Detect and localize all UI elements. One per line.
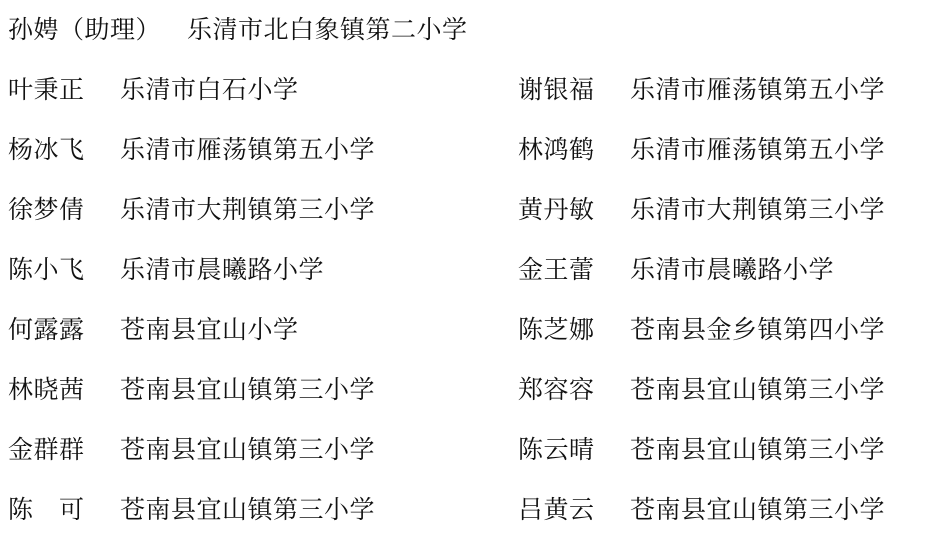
school-name: 乐清市白石小学	[120, 75, 299, 104]
person-name: 何露露	[8, 315, 85, 344]
school-name: 苍南县宜山镇第三小学	[120, 435, 376, 464]
school-name: 乐清市雁荡镇第五小学	[630, 135, 886, 164]
person-name: 林鸿鹤	[518, 135, 595, 164]
list-item-left	[0, 180, 510, 240]
school-name: 乐清市大荆镇第三小学	[630, 195, 886, 224]
list-item-right	[510, 360, 934, 420]
school-name: 苍南县宜山镇第三小学	[120, 375, 376, 404]
list-item	[0, 0, 934, 60]
list-item-left	[0, 360, 510, 420]
list-item-right	[510, 480, 934, 540]
school-name: 乐清市雁荡镇第五小学	[120, 135, 376, 164]
person-name: 金王蕾	[518, 255, 595, 284]
list-item-right	[510, 420, 934, 480]
person-name: 吕黄云	[518, 495, 595, 524]
school-name: 乐清市晨曦路小学	[630, 255, 835, 284]
school-name: 乐清市北白象镇第二小学	[187, 15, 468, 44]
school-name: 苍南县金乡镇第四小学	[630, 315, 886, 344]
person-name: 郑容容	[518, 375, 595, 404]
person-name: 林晓茜	[8, 375, 85, 404]
person-name: 陈芝娜	[518, 315, 595, 344]
school-name: 乐清市雁荡镇第五小学	[630, 75, 886, 104]
list-item-right	[510, 300, 934, 360]
school-name: 乐清市大荆镇第三小学	[120, 195, 376, 224]
person-name: 陈 可	[8, 495, 85, 524]
person-name: 孙娉（助理）	[8, 15, 162, 44]
list-item	[0, 420, 934, 480]
list-item-left	[0, 0, 510, 60]
school-name: 乐清市晨曦路小学	[120, 255, 325, 284]
list-item-right	[510, 120, 934, 180]
person-name: 黄丹敏	[518, 195, 595, 224]
list-item-left	[0, 480, 510, 540]
person-name: 谢银福	[518, 75, 595, 104]
list-item	[0, 360, 934, 420]
list-item-right	[510, 180, 934, 240]
person-name: 杨冰飞	[8, 135, 85, 164]
school-name: 苍南县宜山小学	[120, 315, 299, 344]
person-name: 陈云晴	[518, 435, 595, 464]
school-name: 苍南县宜山镇第三小学	[630, 375, 886, 404]
school-name: 苍南县宜山镇第三小学	[120, 495, 376, 524]
person-name: 徐梦倩	[8, 195, 85, 224]
school-name: 苍南县宜山镇第三小学	[630, 495, 886, 524]
list-item	[0, 60, 934, 120]
list-item-left	[0, 300, 510, 360]
list-item	[0, 240, 934, 300]
list-item	[0, 120, 934, 180]
list-item-right	[510, 240, 934, 300]
school-name: 苍南县宜山镇第三小学	[630, 435, 886, 464]
person-name: 叶秉正	[8, 75, 85, 104]
list-item	[0, 300, 934, 360]
list-item-left	[0, 120, 510, 180]
list-item-right	[510, 60, 934, 120]
person-name: 金群群	[8, 435, 85, 464]
list-item	[0, 480, 934, 540]
list-item-left	[0, 60, 510, 120]
list-item-left	[0, 240, 510, 300]
list-item	[0, 180, 934, 240]
list-item-left	[0, 420, 510, 480]
person-name: 陈小飞	[8, 255, 85, 284]
